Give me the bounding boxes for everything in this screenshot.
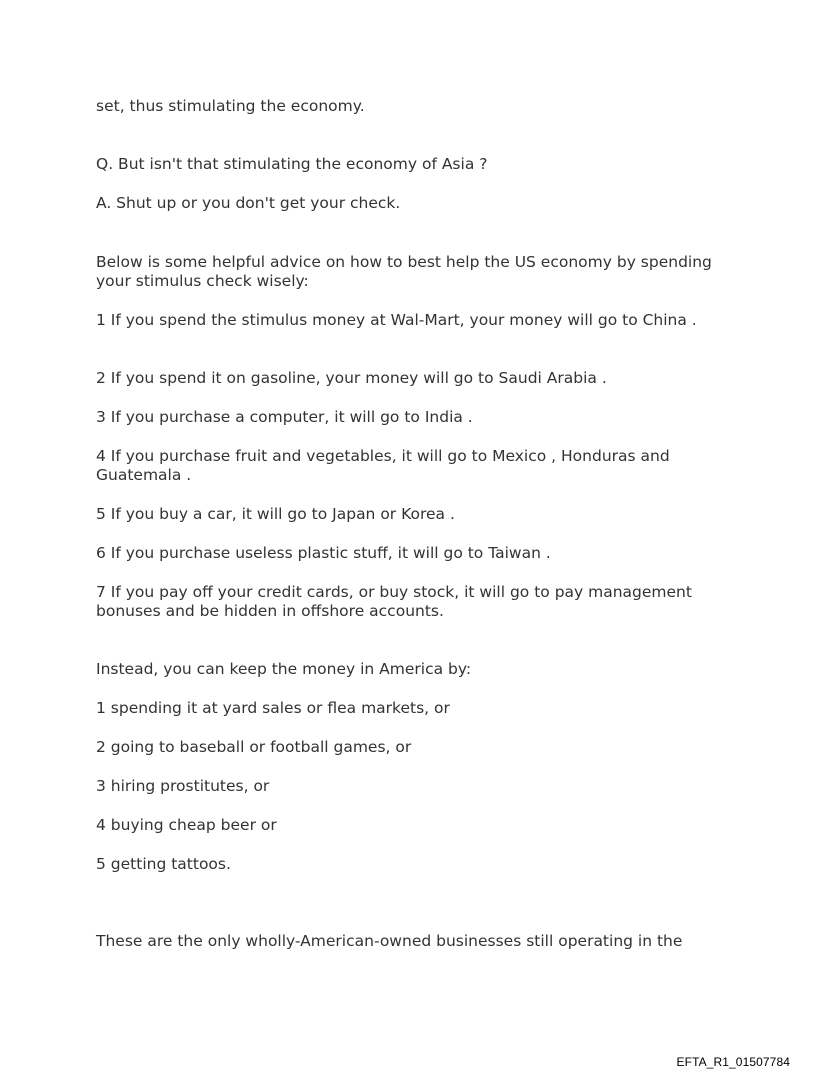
paragraph-advice-intro: Below is some helpful advice on how to best help the US economy by spending your stimulus check wisely: [96,253,712,290]
list-item-prostitutes: 3 hiring prostitutes, or [96,777,270,795]
document-id-stamp: EFTA_R1_01507784 [676,1055,790,1069]
paragraph-intro-fragment: set, thus stimulating the economy. [96,97,365,115]
list-item-beer: 4 buying cheap beer or [96,816,277,834]
list-item-plastic: 6 If you purchase useless plastic stuff, it will go to Taiwan . [96,544,551,562]
list-item-computer: 3 If you purchase a computer, it will go to India . [96,408,473,426]
list-item-games: 2 going to baseball or football games, or [96,738,412,756]
paragraph-instead: Instead, you can keep the money in America by: [96,660,472,678]
list-item-fruit: 4 If you purchase fruit and vegetables, it will go to Mexico , Honduras and Guatemala . [96,447,670,484]
list-item-gasoline: 2 If you spend it on gasoline, your money will go to Saudi Arabia . [96,369,607,387]
list-item-tattoos: 5 getting tattoos. [96,855,231,873]
list-item-yard-sales: 1 spending it at yard sales or flea markets, or [96,699,450,717]
list-item-car: 5 If you buy a car, it will go to Japan or Korea . [96,505,455,523]
paragraph-answer: A. Shut up or you don't get your check. [96,194,401,212]
paragraph-closing-fragment: These are the only wholly-American-owned businesses still operating in the [96,932,683,950]
list-item-credit: 7 If you pay off your credit cards, or buy stock, it will go to pay management bonuses and be hidden in offshore accounts. [96,583,692,620]
list-item-walmart: 1 If you spend the stimulus money at Wal-Mart, your money will go to China . [96,311,697,329]
paragraph-question: Q. But isn't that stimulating the economy of Asia ? [96,155,488,173]
